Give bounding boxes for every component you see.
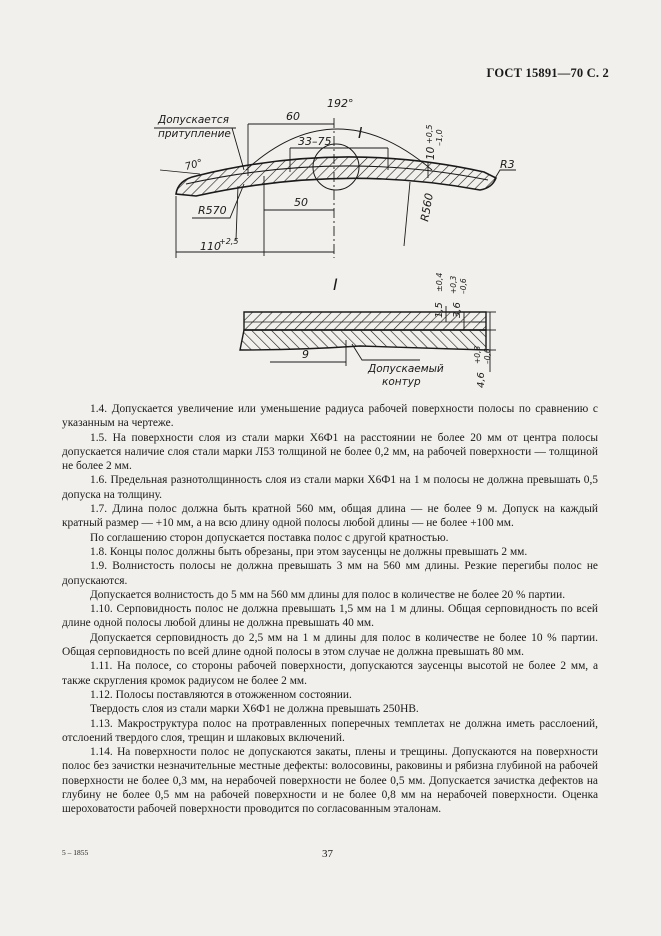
r570-label: R570 [198,204,227,217]
page-header: ГОСТ 15891—70 С. 2 [486,66,609,80]
paragraph: Допускается серповидность до 2,5 мм на 1 м длины для полос в количестве не более 10 % партии. Общая серповидность по всей длине одной полосы в этом случае не должна превышать 80 мм. [62,631,598,659]
d46-tol-minus: –0,6 [483,348,492,364]
r3-label: R3 [500,158,515,171]
paragraph: Твердость слоя из стали марки Х6Ф1 не должна превышать 250НВ. [90,703,419,716]
contour-label-1: Допускаемый [368,363,444,375]
d15-label: 1,5 [434,302,445,318]
d36-tol-plus: +0,3 [449,275,458,294]
d15-tol: ±0,4 [435,272,444,292]
body-text [62,402,598,817]
dim-9-label: 9 [302,348,309,361]
footer-code: 5 – 1855 [62,848,89,857]
paragraph: 1.8. Концы полос должны быть обрезаны, при этом заусенцы не должны превышать 2 мм. [90,545,528,558]
paragraph: 1.5. На поверхности слоя из стали марки Х6Ф1 на расстоянии не более 20 мм от центра полосы допускается наличие слоя стали марки Л53 толщиной не более 0,2 мм, на рабочей поверхности — толщиной не более 2 мм. [62,431,598,473]
detail-section [240,312,486,350]
paragraph: 1.10. Серповидность полос не должна превышать 1,5 мм на 1 м длины. Общая серповидность по всей длине одной полосы любой длины не должна превышать 40 мм. [62,603,598,630]
tol-nom: 10 [425,146,437,160]
paragraph: 1.13. Макроструктура полос на протравленных поперечных темплетах не должна иметь расслоений, отслоений твердого слоя, трещин и шлаковых включений. [62,717,598,744]
detail-mark: I [333,275,338,294]
paragraph: По соглашению сторон допускается поставка полос с другой кратностью. [90,531,449,544]
d36-tol-minus: –0,6 [459,278,468,294]
paragraph: 1.9. Волнистость полосы не должна превышать 3 мм на 560 мм длины. Резкие перегибы полос не допускаются. [62,560,598,587]
dim-60-label: 60 [286,110,300,123]
tol-plus: +0,5 [425,124,434,144]
technical-drawing [0,90,661,390]
d36-label: 3,6 [452,302,463,318]
r560-label: R560 [418,192,436,223]
label-blunt-1: Допускается [158,114,229,126]
paragraph: 1.11. На полосе, со стороны рабочей поверхности, допускаются заусенцы высотой не более 2 мм, а также скругления кромок радиусом не более 2 мм. [62,660,598,687]
paragraph: Допускается волнистость до 5 мм на 560 мм длины для полос в количестве не более 20 % партии. [90,588,566,601]
d46-tol-plus: +0,3 [473,345,482,364]
dim-50-label: 50 [294,196,308,209]
paragraph: 1.14. На поверхности полос не допускаются закаты, плены и трещины. Допускаются на поверхности полос без зачистки незначительные местные дефекты: волосовины, раковины и рябизна глубиной на рабочей поверхности не более 0,3 мм, на нерабочей поверхности не более 0,5 мм. Допускается зачистка дефектов на глубину не более 0,5 мм на рабочей поверхности и не более 0,8 мм на нерабочей поверхности. Оценка шероховатости рабочей поверхности проводится по согласованным эталонам. [62,746,598,816]
dim-110-tol: +2,5 [219,237,239,246]
detail-mark-top: I [358,124,363,142]
contour-label-2: контур [382,376,421,388]
strip-cross-section [160,157,496,196]
angle-192-label: 192° [327,97,354,110]
angle-70-label: 70° [183,157,204,173]
paragraph: 1.6. Предельная разнотолщинность слоя из стали марки Х6Ф1 на 1 м полосы не должна превышать 0,5 допуска на толщину. [62,474,598,501]
paragraph: 1.7. Длина полос должна быть кратной 560 мм, общая длина — не более 9 м. Допуск на каждый кратный размер — +10 мм, а на всю длину одной полосы любой длины — не более +100 мм. [62,503,598,530]
dim-110-label: 110 [200,240,221,253]
label-blunt-2: притупление [158,128,231,140]
paragraph: 1.4. Допускается увеличение или уменьшение радиуса рабочей поверхности полосы по сравнению с указанным на чертеже. [62,403,598,430]
dim-33-75-label: 33–75 [298,135,332,148]
tol-minus: –1,0 [435,129,444,146]
d46-label: 4,6 [476,372,487,388]
page-number: 37 [322,848,333,860]
paragraph: 1.12. Полосы поставляются в отожженном состоянии. [90,688,352,701]
